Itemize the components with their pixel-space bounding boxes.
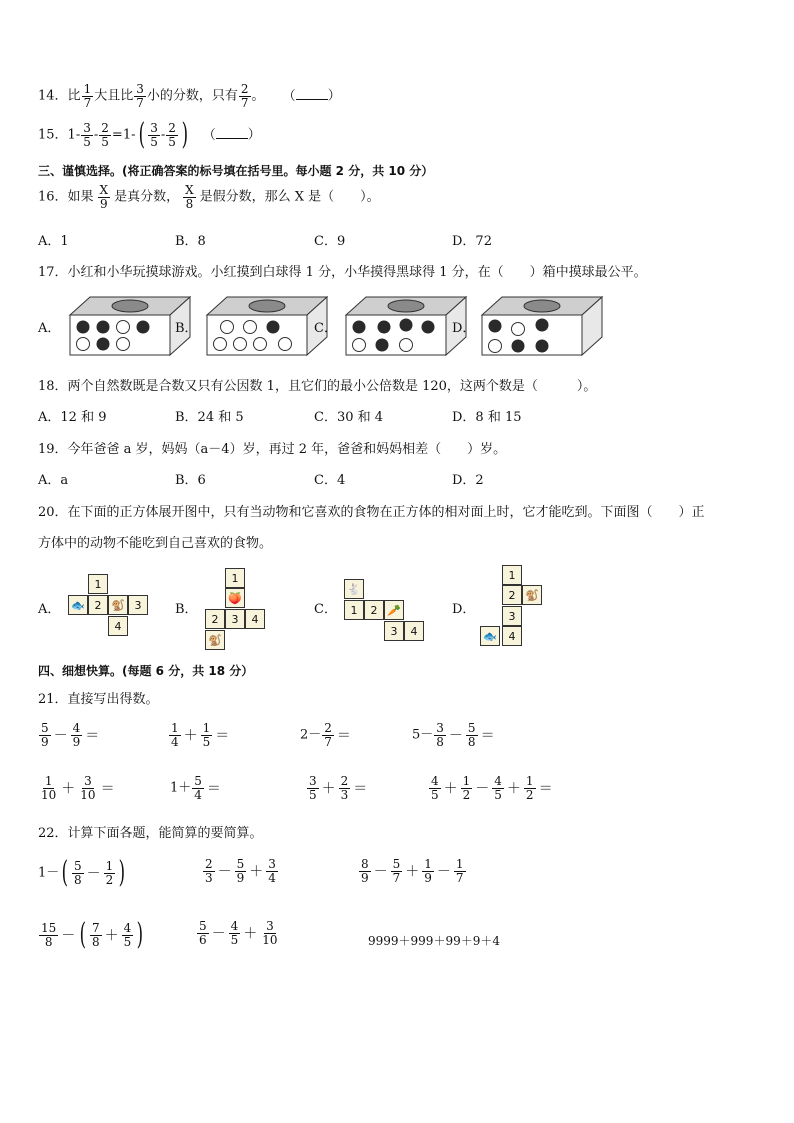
black-ball xyxy=(97,321,110,334)
monkey-icon: 🐒 xyxy=(522,585,542,605)
q20-option-b[interactable]: B． 1 🍑 2 3 4 🐒 xyxy=(175,565,295,655)
q22-expr-6: 9999＋999＋99＋9＋4 xyxy=(368,934,500,948)
q22-expr-3: $\frac{8}{9}$ － $\frac{5}{7}$ ＋ $\frac{1}{9}$ － $\frac{1}{7}$ xyxy=(361,857,464,885)
white-ball xyxy=(77,338,90,351)
q21-expr-6: 1＋ $\frac{5}{4}$ ＝ xyxy=(170,774,221,802)
question-21: 21．直接写出得数。 xyxy=(38,692,159,707)
peach-icon: 🍑 xyxy=(225,588,245,608)
ball-box-d xyxy=(480,295,610,360)
question-20-line1: 20．在下面的正方体展开图中，只有当动物和它喜欢的食物在正方体的相对面上时，它才能吃到。下面图（ ）正 xyxy=(38,505,705,520)
answer-blank[interactable] xyxy=(296,89,328,100)
fish-icon: 🐟 xyxy=(480,626,500,646)
q18-option-d[interactable]: D．8 和 15 xyxy=(452,410,522,425)
q21-expr-5: $\frac{1}{10}$ ＋ $\frac{3}{10}$ ＝ xyxy=(41,774,115,802)
q18-option-c[interactable]: C．30 和 4 xyxy=(314,410,384,425)
black-ball xyxy=(77,321,90,334)
section-3-title: 三、谨慎选择。(将正确答案的标号填在括号里。每小题 2 分，共 10 分） xyxy=(38,164,434,178)
q16-option-a[interactable]: A．1 xyxy=(38,234,69,249)
q16-option-c[interactable]: C．9 xyxy=(314,234,346,249)
white-ball xyxy=(117,321,130,334)
rabbit-icon: 🐇 xyxy=(344,579,364,599)
carrot-icon: 🥕 xyxy=(384,600,404,620)
q22-expr-1: 1－( $\frac{5}{8}$ － $\frac{1}{2}$ ) xyxy=(38,855,126,890)
answer-blank[interactable] xyxy=(216,128,248,139)
question-15: 15．1- $\frac{3}{5}$ - $\frac{2}{5}$ =1-( $\frac{3}{5}$ - $\frac{2}{5}$ ) （ ） xyxy=(38,117,261,152)
monkey-icon: 🐒 xyxy=(108,595,128,615)
q20-option-d[interactable]: D． 1 2 🐒 3 🐟 4 xyxy=(452,562,572,652)
black-ball xyxy=(97,338,110,351)
q18-option-b[interactable]: B．24 和 5 xyxy=(175,410,244,425)
monkey-icon: 🐒 xyxy=(205,630,225,650)
question-22: 22．计算下面各题，能简算的要简算。 xyxy=(38,826,263,841)
q21-expr-1: $\frac{5}{9}$ － $\frac{4}{9}$ ＝ xyxy=(41,721,100,749)
q21-expr-4: 5－ $\frac{3}{8}$ － $\frac{5}{8}$ ＝ xyxy=(412,721,495,749)
q19-option-c[interactable]: C．4 xyxy=(314,473,346,488)
question-17: 17．小红和小华玩摸球游戏。小红摸到白球得 1 分，小华摸得黑球得 1 分，在（ ）箱中摸球最公平。 xyxy=(38,265,647,280)
question-19: 19．今年爸爸 a 岁，妈妈（a－4）岁，再过 2 年，爸爸和妈妈相差（ ）岁。 xyxy=(38,442,507,457)
q19-option-a[interactable]: A．a xyxy=(38,473,69,488)
white-ball xyxy=(117,338,130,351)
q21-expr-7: $\frac{3}{5}$ ＋ $\frac{2}{3}$ ＝ xyxy=(309,774,368,802)
q20-option-a[interactable]: A． 1 🐟 2 🐒 3 4 xyxy=(38,570,158,640)
question-18: 18．两个自然数既是合数又只有公因数 1，且它们的最小公倍数是 120，这两个数是（ ）。 xyxy=(38,379,597,394)
fish-icon: 🐟 xyxy=(68,595,88,615)
q19-option-b[interactable]: B．6 xyxy=(175,473,206,488)
section-4-title: 四、细想快算。(每题 6 分，共 18 分） xyxy=(38,664,254,678)
q21-expr-3: 2－ $\frac{2}{7}$ ＝ xyxy=(300,721,351,749)
q18-option-a[interactable]: A．12 和 9 xyxy=(38,410,107,425)
q16-option-b[interactable]: B．8 xyxy=(175,234,206,249)
black-ball xyxy=(137,321,150,334)
q19-option-d[interactable]: D．2 xyxy=(452,473,484,488)
question-20-line2: 方体中的动物不能吃到自己喜欢的食物。 xyxy=(38,536,273,551)
q20-option-c[interactable]: C． 🐇 1 2 🥕 3 4 xyxy=(314,575,444,645)
q22-expr-4: $\frac{15}{8}$ － ( $\frac{7}{8}$ ＋ $\frac{4}{5}$ ) xyxy=(41,917,144,952)
q22-expr-2: $\frac{2}{3}$ － $\frac{5}{9}$ ＋ $\frac{3}{4}$ xyxy=(205,857,276,885)
q22-expr-5: $\frac{5}{6}$ － $\frac{4}{5}$ ＋ $\frac{3}{10}$ xyxy=(199,919,278,947)
q21-expr-8: $\frac{4}{5}$ ＋ $\frac{1}{2}$ － $\frac{4}{5}$ ＋ $\frac{1}{2}$ ＝ xyxy=(431,774,553,802)
q21-expr-2: $\frac{1}{4}$ ＋ $\frac{1}{5}$ ＝ xyxy=(171,721,230,749)
q16-option-d[interactable]: D．72 xyxy=(452,234,492,249)
question-16: 16．如果 $\frac{X}{9}$ 是真分数， $\frac{X}{8}$ 是假分数，那么 X 是（ ）。 xyxy=(38,183,380,211)
question-14: 14．比 $\frac{1}{7}$ 大且比 $\frac{3}{7}$ 小的分数，只有 $\frac{2}{7}$ 。 （ ） xyxy=(38,82,341,110)
